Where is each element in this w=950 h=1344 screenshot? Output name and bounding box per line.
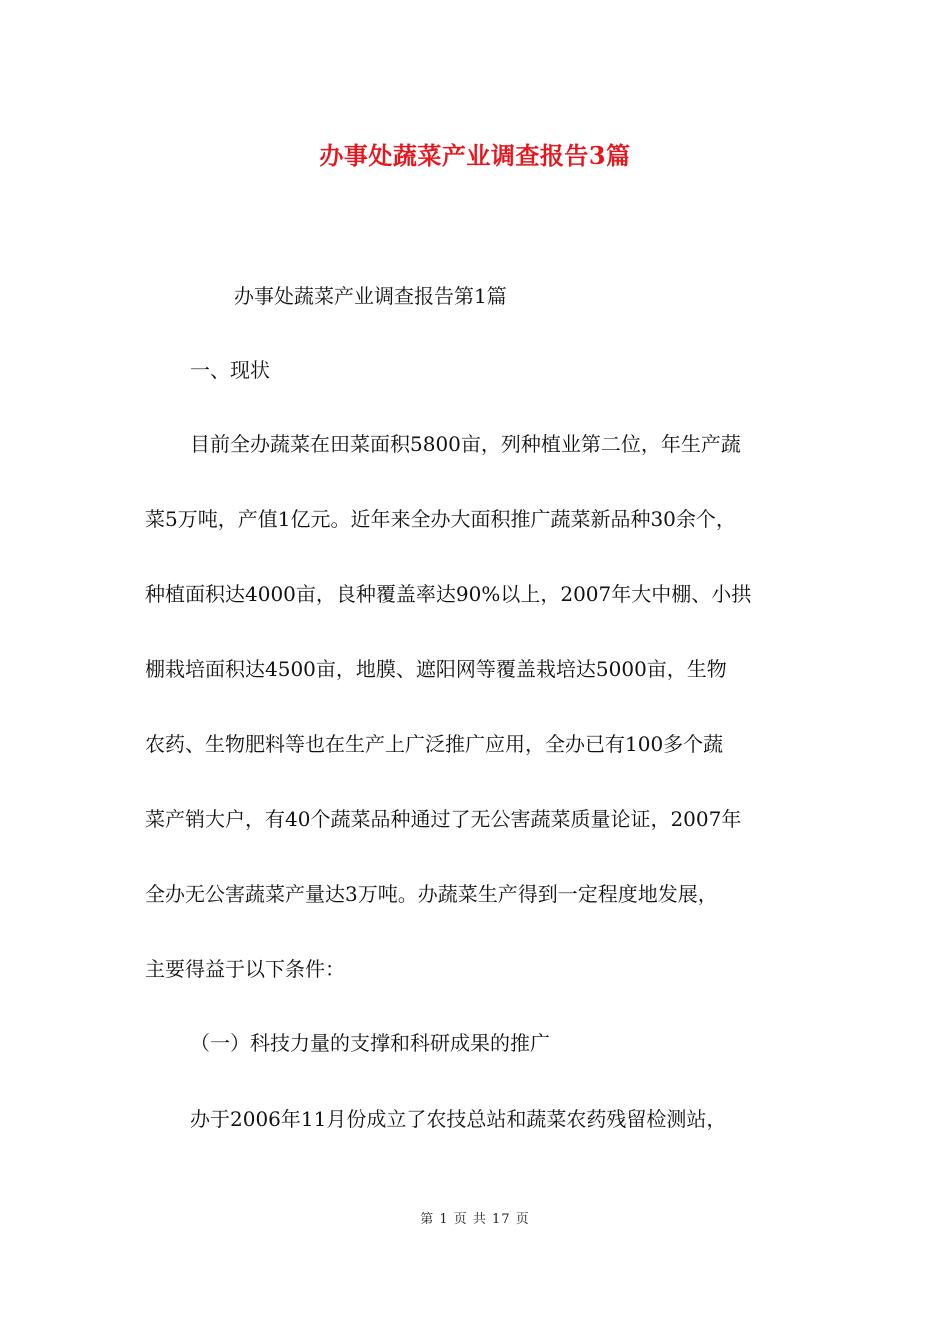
subsection-heading: （一）科技力量的支撑和科研成果的推广 xyxy=(190,1031,550,1055)
paragraph-line: 办于2006年11月份成立了农技总站和蔬菜农药残留检测站， xyxy=(190,1107,727,1131)
page-footer: 第 1 页 共 17 页 xyxy=(420,1212,530,1227)
document-title: 办事处蔬菜产业调查报告3篇 xyxy=(319,141,631,170)
paragraph-line: 棚栽培面积达4500亩，地膜、遮阳网等覆盖栽培达5000亩，生物 xyxy=(145,657,727,681)
paragraph-line: 种植面积达4000亩，良种覆盖率达90%以上，2007年大中棚、小拱 xyxy=(145,582,752,606)
paragraph-line: 主要得益于以下条件： xyxy=(145,957,345,981)
paragraph-line: 全办无公害蔬菜产量达3万吨。办蔬菜生产得到一定程度地发展， xyxy=(145,882,718,906)
paragraph-line: 菜产销大户，有40个蔬菜品种通过了无公害蔬菜质量论证，2007年 xyxy=(145,807,742,831)
paragraph-line: 菜5万吨，产值1亿元。近年来全办大面积推广蔬菜新品种30余个， xyxy=(145,507,736,531)
report-subtitle: 办事处蔬菜产业调查报告第1篇 xyxy=(234,284,507,308)
section-heading-status: 一、现状 xyxy=(190,358,270,382)
paragraph-line: 农药、生物肥料等也在生产上广泛推广应用，全办已有100多个蔬 xyxy=(145,732,724,756)
paragraph-line: 目前全办蔬菜在田菜面积5800亩，列种植业第二位，年生产蔬 xyxy=(190,432,741,456)
